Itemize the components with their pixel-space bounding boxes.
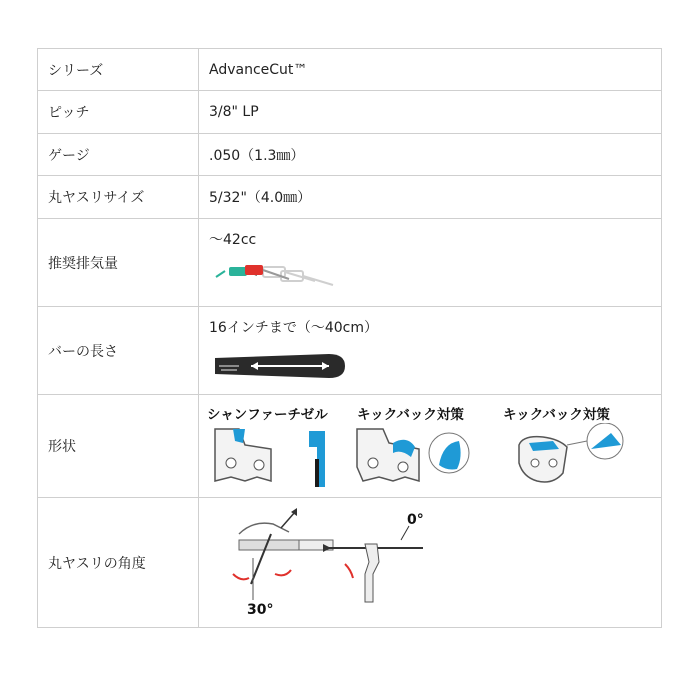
kickback-cutter-icon-1 (357, 429, 469, 481)
row-series (38, 49, 662, 91)
caption-chamfer-chisel: シャンファーチゼル (207, 407, 328, 423)
label-displacement: 推奨排気量 (38, 219, 199, 307)
label-pitch: ピッチ (38, 91, 199, 134)
value-gauge: .050（1.3㎜） (199, 134, 662, 176)
row-bar-length (38, 307, 662, 395)
label-gauge: ゲージ (38, 134, 199, 176)
value-bar-length: 16インチまで（～40cm） (209, 320, 378, 336)
value-displacement: ～42cc (209, 232, 257, 248)
value-displacement-cell (199, 219, 662, 307)
value-shape-cell (199, 395, 662, 498)
side-view-filing-icon (323, 526, 423, 602)
label-series: シリーズ (38, 49, 199, 91)
row-shape (38, 395, 662, 498)
value-file-size: 5/32"（4.0㎜） (199, 176, 662, 219)
label-file-size: 丸ヤスリサイズ (38, 176, 199, 219)
row-file-size (38, 176, 662, 219)
value-pitch: 3/8" LP (199, 91, 662, 134)
guide-bar-icon (211, 352, 351, 382)
label-bar-length: バーの長さ (38, 307, 199, 395)
label-file-angle: 丸ヤスリの角度 (38, 498, 199, 628)
row-gauge (38, 134, 662, 176)
value-bar-length-cell (199, 307, 662, 395)
cutter-shape-illustrations (207, 423, 627, 495)
kickback-cutter-icon-2 (519, 423, 623, 482)
caption-kickback-1: キックバック対策 (357, 407, 464, 423)
top-view-filing-icon (233, 508, 333, 600)
angle-30-label: 30° (247, 602, 274, 618)
label-shape: 形状 (38, 395, 199, 498)
value-series: AdvanceCut™ (199, 49, 662, 91)
red-chainsaw-icon (245, 265, 263, 275)
value-file-angle-cell (199, 498, 662, 628)
row-pitch (38, 91, 662, 134)
chamfer-chisel-cutter-icon (215, 429, 325, 487)
filing-angle-illustrations (219, 504, 459, 624)
angle-0-label: 0° (407, 512, 424, 528)
green-chainsaw-icon (229, 267, 247, 276)
row-displacement (38, 219, 662, 307)
row-file-angle (38, 498, 662, 628)
spec-table (37, 48, 662, 628)
caption-kickback-2: キックバック対策 (503, 407, 610, 423)
chainsaw-size-icons (211, 259, 341, 295)
